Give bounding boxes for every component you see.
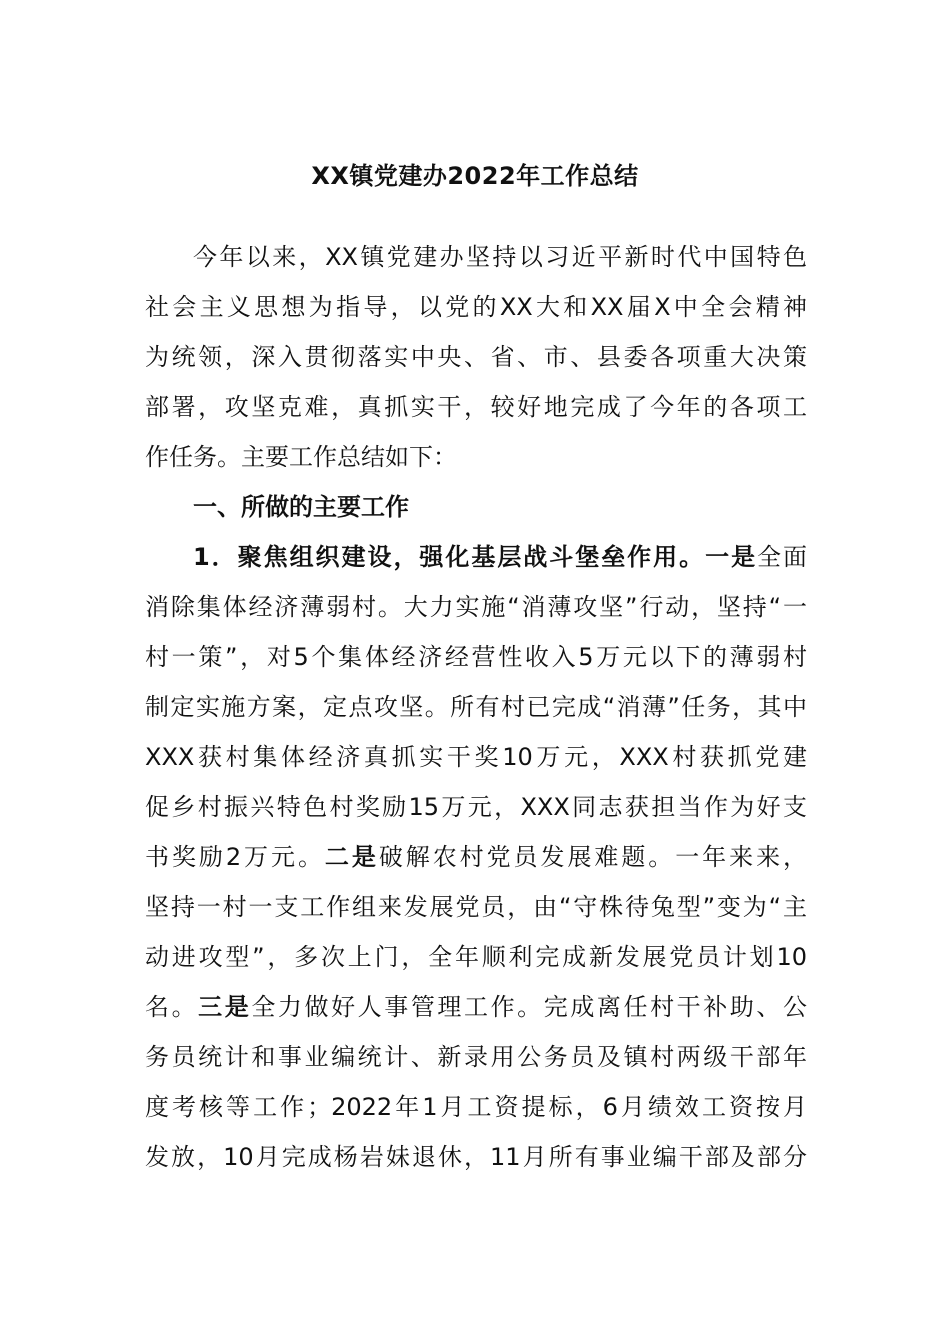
item1-line-a5: 促乡村振兴特色村奖励15万元，XXX同志获担当作为好支 [145,793,807,821]
item1-line-d-head: 名。 [145,993,199,1021]
item1-line-c2: 动进攻型”，多次上门，全年顺利完成新发展党员计划10 [145,943,807,971]
item1-line-b-head: 书奖励2万元。 [145,843,325,871]
intro-line-5: 作任务。主要工作总结如下： [145,443,457,471]
item1-line1-tail: 全面 [757,543,808,571]
item1-line-d [145,982,807,1032]
intro-line-2: 社会主义思想为指导，以党的XX大和XX届X中全会精神 [145,293,807,321]
item1-line-e3: 发放，10月完成杨岩妹退休，11月所有事业编干部及部分 [145,1143,807,1171]
item1-line-e2: 度考核等工作；2022年1月工资提标，6月绩效工资按月 [145,1093,807,1121]
intro-line-3: 为统领，深入贯彻落实中央、省、市、县委各项重大决策 [145,343,807,371]
item1-line-a1: 消除集体经济薄弱村。大力实施“消薄攻坚”行动，坚持“一 [145,593,807,621]
item1-marker-1: 一是 [705,543,758,571]
item1-line-e1: 务员统计和事业编统计、新录用公务员及镇村两级干部年 [145,1043,807,1071]
section-heading: 一、所做的主要工作 [193,493,409,521]
intro-line-4: 部署，攻坚克难，真抓实干，较好地完成了今年的各项工 [145,393,807,421]
item1-line-c1: 坚持一村一支工作组来发展党员，由“守株待兔型”变为“主 [145,893,807,921]
item1-line-b-tail: 破解农村党员发展难题。一年来来， [378,843,808,871]
item1-line-a2: 村一策”，对5个集体经济经营性收入5万元以下的薄弱村 [145,643,807,671]
item1-marker-2: 二是 [324,843,379,871]
intro-line-1: 今年以来，XX镇党建办坚持以习近平新时代中国特色 [193,243,807,271]
item1-marker-3: 三是 [198,993,252,1021]
document-body [145,232,807,1182]
item1-line-a4: XXX获村集体经济真抓实干奖10万元，XXX村获抓党建 [145,743,807,771]
document-title: XX镇党建办2022年工作总结 [311,162,639,190]
item1-first-line [145,532,807,582]
item1-heading: 1．聚焦组织建设，强化基层战斗堡垒作用。 [193,543,706,571]
item1-line-b [145,832,807,882]
item1-line-a3: 制定实施方案，定点攻坚。所有村已完成“消薄”任务，其中 [145,693,807,721]
item1-line-d-tail: 全力做好人事管理工作。完成离任村干补助、公 [251,993,808,1021]
